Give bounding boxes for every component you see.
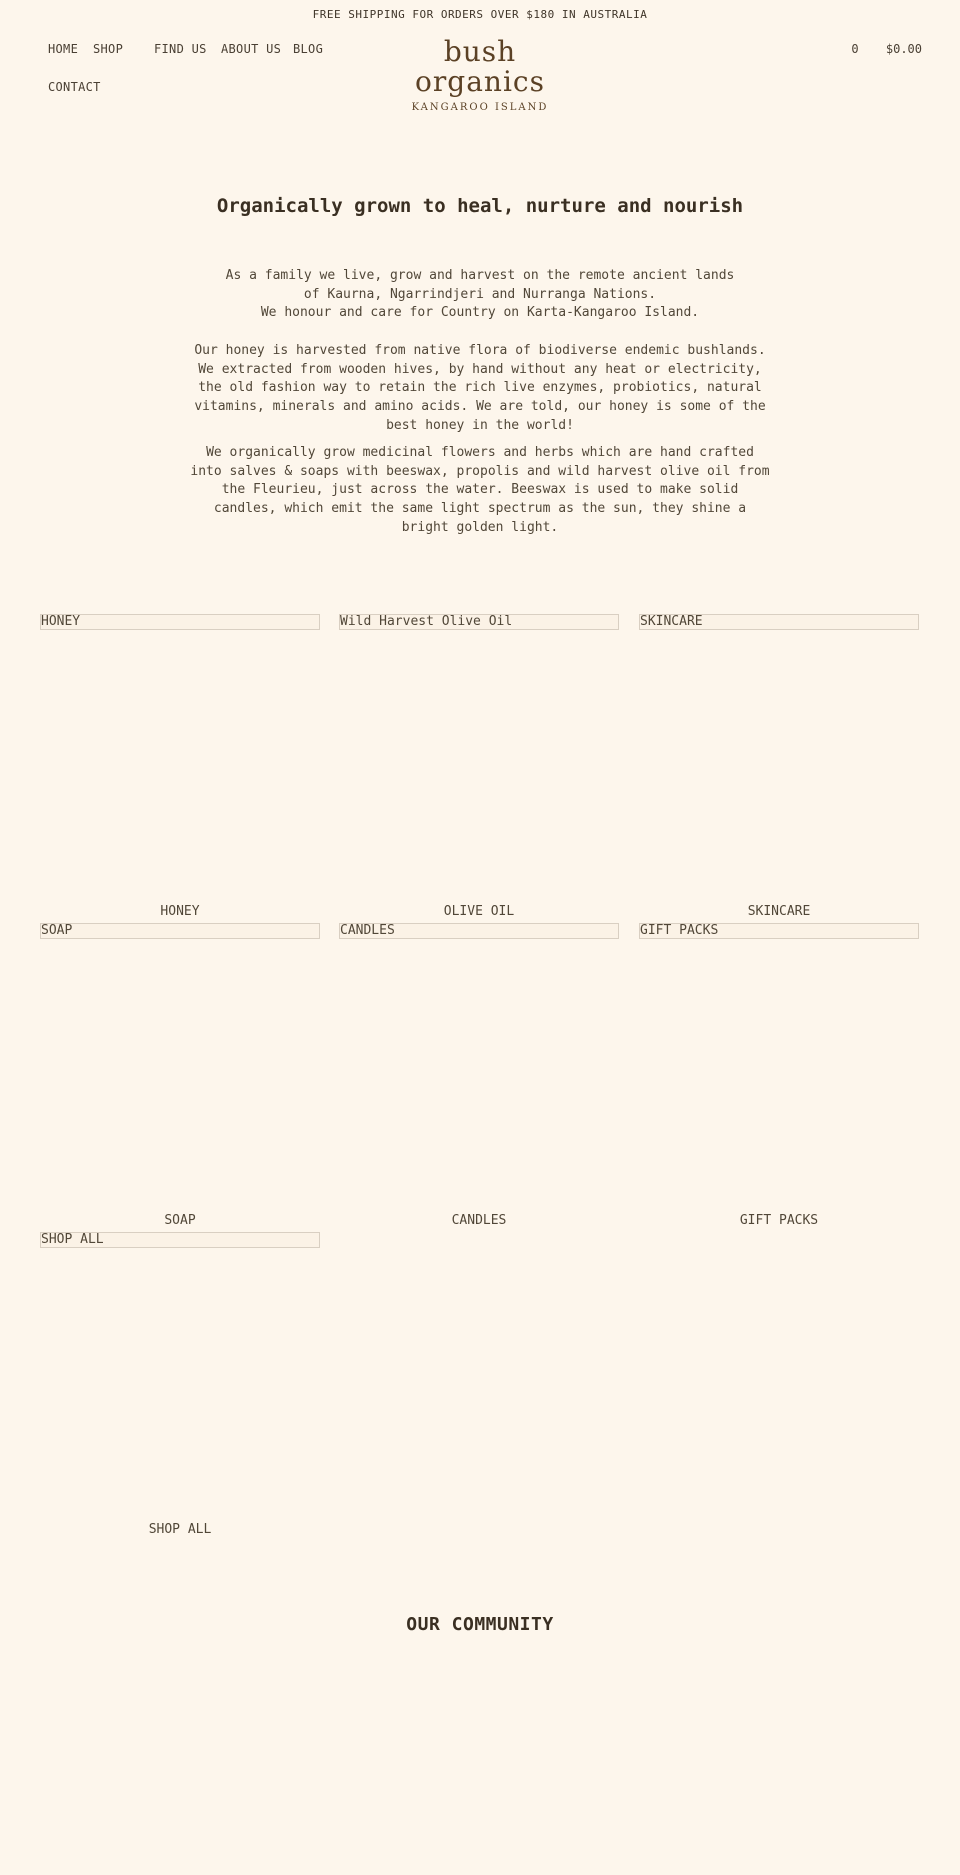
nav-contact[interactable]: CONTACT [48, 80, 101, 94]
collection-image-olive-oil[interactable]: Wild Harvest Olive Oil [339, 614, 619, 630]
community-heading: OUR COMMUNITY [406, 1614, 554, 1635]
collection-shop-all[interactable] [40, 1232, 320, 1537]
collection-image-shop-all[interactable]: SHOP ALL [40, 1232, 320, 1248]
collection-caption-skincare[interactable]: SKINCARE [747, 904, 811, 919]
intro-p1-line-1: As a family we live, grow and harvest on the remote ancient lands [225, 268, 735, 283]
intro-p1-line-3: We honour and care for Country on Karta-Kangaroo Island. [260, 305, 700, 321]
collection-caption-soap[interactable]: SOAP [164, 1213, 196, 1228]
cart-link[interactable] [831, 42, 922, 56]
nav-home[interactable]: HOME [48, 42, 79, 56]
nav-shop[interactable]: SHOP [93, 42, 124, 56]
collection-image-soap[interactable]: SOAP [40, 923, 320, 939]
nav-about-us[interactable]: ABOUT US [221, 42, 282, 56]
collection-image-gift-packs[interactable]: GIFT PACKS [639, 923, 919, 939]
collection-olive-oil[interactable] [339, 614, 619, 919]
intro-p1-line-2: of Kaurna, Ngarrindjeri and Nurranga Nations. [303, 286, 657, 302]
cart-total: $0.00 [885, 42, 922, 56]
announcement-bar: FREE SHIPPING FOR ORDERS OVER $180 IN AUSTRALIA [312, 8, 648, 21]
collection-caption-shop-all[interactable]: SHOP ALL [148, 1522, 212, 1537]
nav-find-us[interactable]: FIND US [154, 42, 207, 56]
site-logo[interactable] [0, 35, 960, 113]
collection-caption-gift-packs[interactable]: GIFT PACKS [739, 1213, 819, 1228]
collection-candles[interactable] [339, 923, 619, 1228]
cart-count: 0 [851, 42, 859, 56]
collection-caption-olive-oil[interactable]: OLIVE OIL [443, 904, 515, 919]
collection-image-candles[interactable]: CANDLES [339, 923, 619, 939]
logo-line-2: organics [415, 65, 545, 98]
collection-honey[interactable] [40, 614, 320, 919]
logo-line-3: KANGAROO ISLAND [411, 102, 549, 113]
intro-paragraph-3: We organically grow medicinal flowers and herbs which are hand crafted into salves & soaps with beeswax, propolis and wild harvest olive oil from the Fleurieu, just across the water. Beeswax is used to make solid candles, which emit the same light spectrum as the sun, they shine a bright golden light. [190, 445, 770, 535]
collection-caption-candles[interactable]: CANDLES [451, 1213, 507, 1228]
nav-blog[interactable]: BLOG [293, 42, 324, 56]
intro-heading: Organically grown to heal, nurture and nourish [216, 195, 744, 217]
intro-paragraph-1 [180, 267, 780, 323]
logo-line-1: bush [443, 35, 517, 68]
collection-gift-packs[interactable] [639, 923, 919, 1228]
collection-skincare[interactable] [639, 614, 919, 919]
collection-image-skincare[interactable]: SKINCARE [639, 614, 919, 630]
collection-image-honey[interactable]: HONEY [40, 614, 320, 630]
intro-paragraph-2: Our honey is harvested from native flora of biodiverse endemic bushlands. We extracted from wooden hives, by hand without any heat or electricity, the old fashion way to retain the rich live enzymes, probiotics, natural vitamins, minerals and amino acids. We are told, our honey is some of the best honey in the world! [194, 343, 766, 433]
collection-soap[interactable] [40, 923, 320, 1228]
collection-caption-honey[interactable]: HONEY [160, 904, 200, 919]
